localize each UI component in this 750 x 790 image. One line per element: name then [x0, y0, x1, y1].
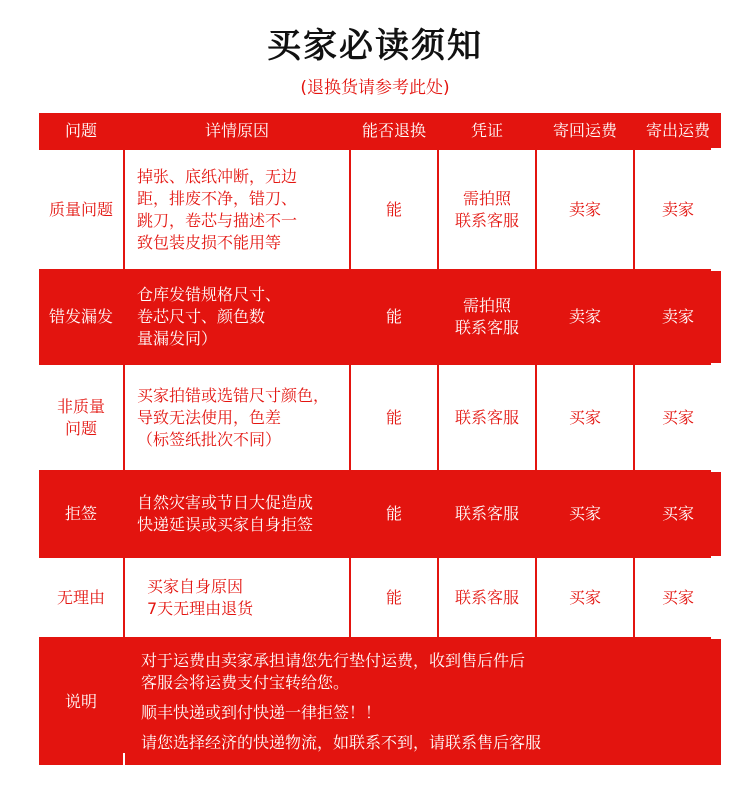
row-refuse-returnable: 能	[351, 472, 437, 556]
note-line: 顺丰快递或到付快递一律拒签！！	[141, 703, 382, 722]
row-quality-issue: 质量问题	[39, 150, 123, 269]
header-proof: 凭证	[439, 113, 535, 148]
row-misship-issue: 错发漏发	[39, 271, 123, 363]
row-misship-send-shipping: 卖家	[635, 271, 721, 363]
row-noreason-return-shipping: 买家	[537, 558, 633, 637]
row-nonquality-issue: 非质量 问题	[39, 365, 123, 470]
row-misship-detail: 仓库发错规格尺寸、 卷芯尺寸、颜色数 量漏发同）	[125, 271, 349, 363]
row-refuse-issue: 拒签	[39, 472, 123, 556]
row-quality-send-shipping: 卖家	[635, 150, 721, 269]
row-noreason-detail: 买家自身原因 7天无理由退货	[125, 558, 349, 637]
note-content	[125, 639, 721, 765]
row-nonquality-send-shipping: 买家	[635, 365, 721, 470]
row-misship-return-shipping: 卖家	[537, 271, 633, 363]
note-line: 客服会将运费支付宝转给您。	[141, 673, 350, 692]
header-send-shipping: 寄出运费	[635, 113, 721, 148]
row-refuse-detail: 自然灾害或节日大促造成 快递延误或买家自身拒签	[125, 472, 349, 556]
header-issue: 问题	[39, 113, 123, 148]
row-quality-detail: 掉张、底纸冲断，无边 距，排废不净，错刀、 跳刀，卷芯与描述不一 致包装皮损不能用等	[125, 150, 349, 269]
row-refuse-send-shipping: 买家	[635, 472, 721, 556]
row-noreason-send-shipping: 买家	[635, 558, 721, 637]
row-nonquality-return-shipping: 买家	[537, 365, 633, 470]
row-misship-returnable: 能	[351, 271, 437, 363]
row-refuse-proof: 联系客服	[439, 472, 535, 556]
row-quality-return-shipping: 卖家	[537, 150, 633, 269]
header-return-shipping: 寄回运费	[537, 113, 633, 148]
note-line: 请您选择经济的快递物流，如联系不到，请联系售后客服	[141, 733, 542, 752]
row-noreason-returnable: 能	[351, 558, 437, 637]
row-refuse-return-shipping: 买家	[537, 472, 633, 556]
row-nonquality-proof: 联系客服	[439, 365, 535, 470]
note-line: 对于运费由卖家承担请您先行垫付运费，收到售后件后	[141, 651, 526, 670]
note-label: 说明	[39, 639, 123, 765]
row-noreason-proof: 联系客服	[439, 558, 535, 637]
row-quality-proof: 需拍照 联系客服	[439, 150, 535, 269]
row-nonquality-returnable: 能	[351, 365, 437, 470]
row-noreason-issue: 无理由	[39, 558, 123, 637]
header-returnable: 能否退换	[351, 113, 437, 148]
row-misship-proof: 需拍照 联系客服	[439, 271, 535, 363]
page-subtitle: (退换货请参考此处)	[300, 78, 450, 98]
row-nonquality-detail: 买家拍错或选错尺寸颜色， 导致无法使用，色差 （标签纸批次不同）	[125, 365, 349, 470]
return-policy-table	[39, 113, 711, 753]
page-title: 买家必读须知	[267, 26, 483, 66]
row-quality-returnable: 能	[351, 150, 437, 269]
header-detail: 详情原因	[125, 113, 349, 148]
